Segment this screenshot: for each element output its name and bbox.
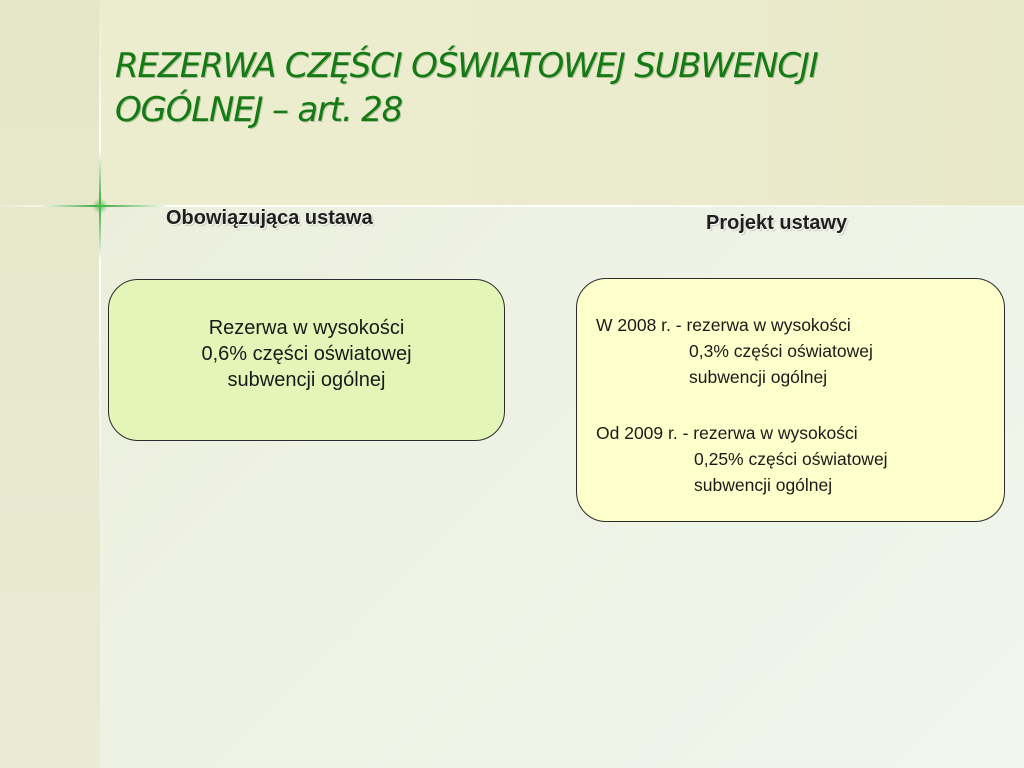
current-law-heading: Obowiązująca ustawa: [166, 207, 373, 229]
slide-title: [115, 44, 995, 132]
draft-entry-2008: [596, 312, 873, 390]
draft-entry-2009: [596, 420, 888, 498]
vertical-divider-line: [99, 0, 101, 768]
current-law-text: Rezerwa w wysokości 0,6% części oświatowej subwencji ogólnej: [201, 317, 412, 391]
left-decor-band: [0, 0, 100, 768]
draft-entry-2008-first-line: W 2008 r. - rezerwa w wysokości: [596, 315, 851, 335]
draft-entry-2008-rest: 0,3% części oświatowej subwencji ogólnej: [689, 341, 873, 387]
title-line-2: OGÓLNEJ – art. 28: [115, 90, 402, 130]
draft-law-box: [576, 278, 1005, 522]
sparkle-glow: [92, 198, 108, 214]
draft-entry-2009-first-line: Od 2009 r. - rezerwa w wysokości: [596, 423, 858, 443]
draft-law-heading: Projekt ustawy: [706, 212, 848, 234]
draft-entry-2009-rest: 0,25% części oświatowej subwencji ogólnej: [694, 449, 888, 495]
current-law-box: [108, 279, 505, 441]
title-line-1: REZERWA CZĘŚCI OŚWIATOWEJ SUBWENCJI: [115, 46, 818, 86]
